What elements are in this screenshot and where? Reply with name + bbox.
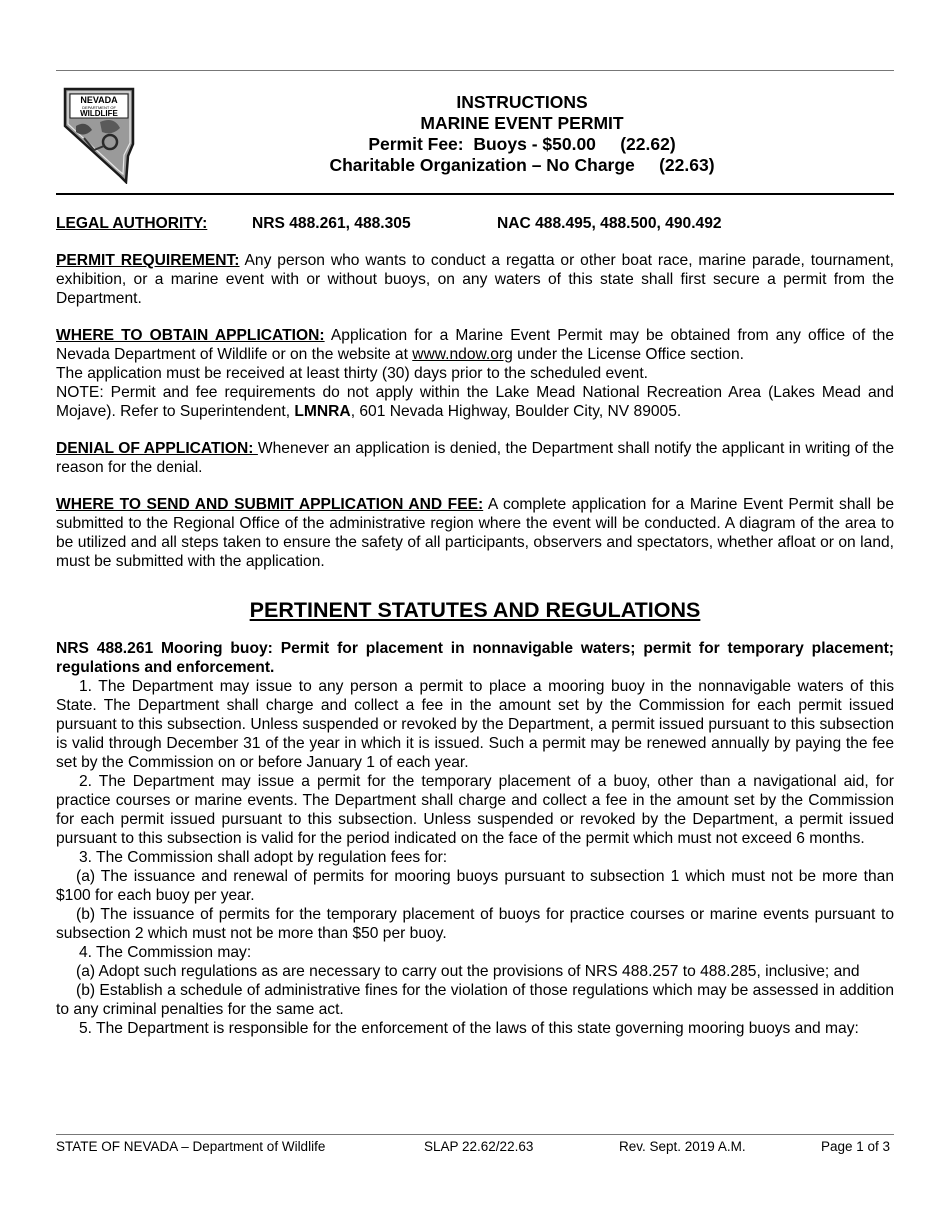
logo-text-wildlife: WILDLIFE	[80, 109, 118, 118]
ndow-website-link[interactable]: www.ndow.org	[412, 346, 513, 363]
lmnra-note	[56, 383, 894, 421]
where-to-send-text: A complete application for a Marine Event Permit shall be submitted to the Regional Office of the administrative region where the event will be conducted. A diagram of the area to be utilized and all steps taken to ensure the safety of all participants, observers and spectators, whether afloat or on land, must be submitted with the application.	[56, 496, 894, 570]
permit-requirement-section	[56, 251, 894, 308]
statutes-title: PERTINENT STATUTES AND REGULATIONS	[249, 598, 701, 622]
document-body	[56, 214, 894, 1038]
statute-subsection-5: 5. The Department is responsible for the enforcement of the laws of this state governing mooring buoys and may:	[79, 1020, 859, 1037]
nrs-488-261-heading: NRS 488.261 Mooring buoy: Permit for placement in nonnavigable waters; permit for temporary placement; regulations and enforcement.	[56, 640, 894, 676]
logo-text-department: DEPARTMENT OF	[82, 105, 116, 110]
legal-authority-nac: NAC 488.495, 488.500, 490.492	[497, 215, 722, 232]
where-to-send-section	[56, 495, 894, 571]
where-to-obtain-label: WHERE TO OBTAIN APPLICATION:	[56, 327, 325, 344]
footer-revision: Rev. Sept. 2019 A.M.	[619, 1139, 746, 1154]
lmnra-note-text: NOTE: Permit and fee requirements do not apply within the Lake Mead National Recreation Area (Lakes Mead and Mojave). Refer to Superintendent,	[56, 384, 894, 420]
statute-subsection-4a: (a) Adopt such regulations as are necessary to carry out the provisions of NRS 488.257 to 488.285, inclusive; and	[76, 963, 860, 980]
logo-text-nevada: NEVADA	[80, 95, 118, 105]
permit-requirement-label: PERMIT REQUIREMENT:	[56, 252, 240, 269]
lmnra-note-bold: LMNRA	[294, 403, 351, 420]
header-instructions: INSTRUCTIONS	[456, 92, 588, 112]
legal-authority	[56, 214, 894, 233]
footer-page-number: Page 1 of 3	[820, 1139, 890, 1154]
header-rule	[56, 193, 894, 195]
ndow-logo	[62, 86, 136, 184]
header-charitable: Charitable Organization – No Charge (22.63)	[329, 155, 715, 175]
statute-subsection-4: 4. The Commission may:	[79, 944, 252, 961]
denial-section	[56, 439, 894, 477]
footer-form-number: SLAP 22.62/22.63	[424, 1139, 534, 1154]
statute-subsection-3b: (b) The issuance of permits for the temporary placement of buoys for practice courses or marine events pursuant to subsection 2 which must not be more than $50 per buoy.	[56, 906, 894, 942]
where-to-send-label: WHERE TO SEND AND SUBMIT APPLICATION AND FEE:	[56, 496, 484, 513]
statute-subsection-4b: (b) Establish a schedule of administrative fines for the violation of those regulations which may be assessed in addition to any criminal penalties for the same act.	[56, 982, 894, 1018]
statute-subsection-2: 2. The Department may issue a permit for the temporary placement of a buoy, other than a navigational aid, for practice courses or marine events. The Department shall charge and collect a fee in the amount set by the Commission for each permit issued pursuant to this subsection. Unless suspended or revoked by the Department, a permit issued pursuant to this subsection is valid for the period indicated on the face of the permit which must not exceed 6 months.	[56, 773, 894, 847]
where-to-obtain-text-end: under the License Office section.	[512, 346, 744, 363]
denial-label: DENIAL OF APPLICATION:	[56, 440, 258, 457]
lmnra-note-address: , 601 Nevada Highway, Boulder City, NV 89005.	[350, 403, 682, 420]
legal-authority-nrs: NRS 488.261, 488.305	[252, 215, 411, 232]
denial-text: Whenever an application is denied, the Department shall notify the applicant in writing of the reason for the denial.	[56, 440, 894, 476]
footer-rule	[56, 1134, 894, 1135]
where-to-obtain-text: Application for a Marine Event Permit may be obtained from any office of the Nevada Department of Wildlife or on the website at	[56, 327, 894, 363]
statute-subsection-1: 1. The Department may issue to any person a permit to place a mooring buoy in the nonnavigable waters of this State. The Department shall charge and collect a fee in the amount set by the Commission for each permit issued pursuant to this subsection. Unless suspended or revoked by the Department, a permit issued pursuant to this subsection is valid through December 31 of the year in which it is issued. Such a permit may be renewed annually by paying the fee set by the Commission on or before January 1 of each year.	[56, 678, 894, 771]
header-permit-fee: Permit Fee: Buoys - $50.00 (22.62)	[368, 134, 676, 154]
document-header	[150, 92, 894, 176]
footer-agency: STATE OF NEVADA – Department of Wildlife	[56, 1139, 326, 1154]
permit-requirement-text: Any person who wants to conduct a regatta or other boat race, marine parade, tournament, exhibition, or a marine event with or without buoys, on any waters of this state shall first secure a permit from the Department.	[56, 252, 894, 307]
where-to-obtain-section	[56, 326, 894, 364]
nevada-state-shape-icon	[62, 86, 136, 184]
statute-subsection-3: 3. The Commission shall adopt by regulation fees for:	[79, 849, 448, 866]
application-deadline: The application must be received at least thirty (30) days prior to the scheduled event.	[56, 365, 649, 382]
legal-authority-label: LEGAL AUTHORITY:	[56, 215, 208, 232]
top-rule	[56, 70, 894, 71]
statute-subsection-3a: (a) The issuance and renewal of permits for mooring buoys pursuant to subsection 1 which must not be more than $100 for each buoy per year.	[56, 868, 894, 904]
header-permit-title: MARINE EVENT PERMIT	[420, 113, 624, 133]
